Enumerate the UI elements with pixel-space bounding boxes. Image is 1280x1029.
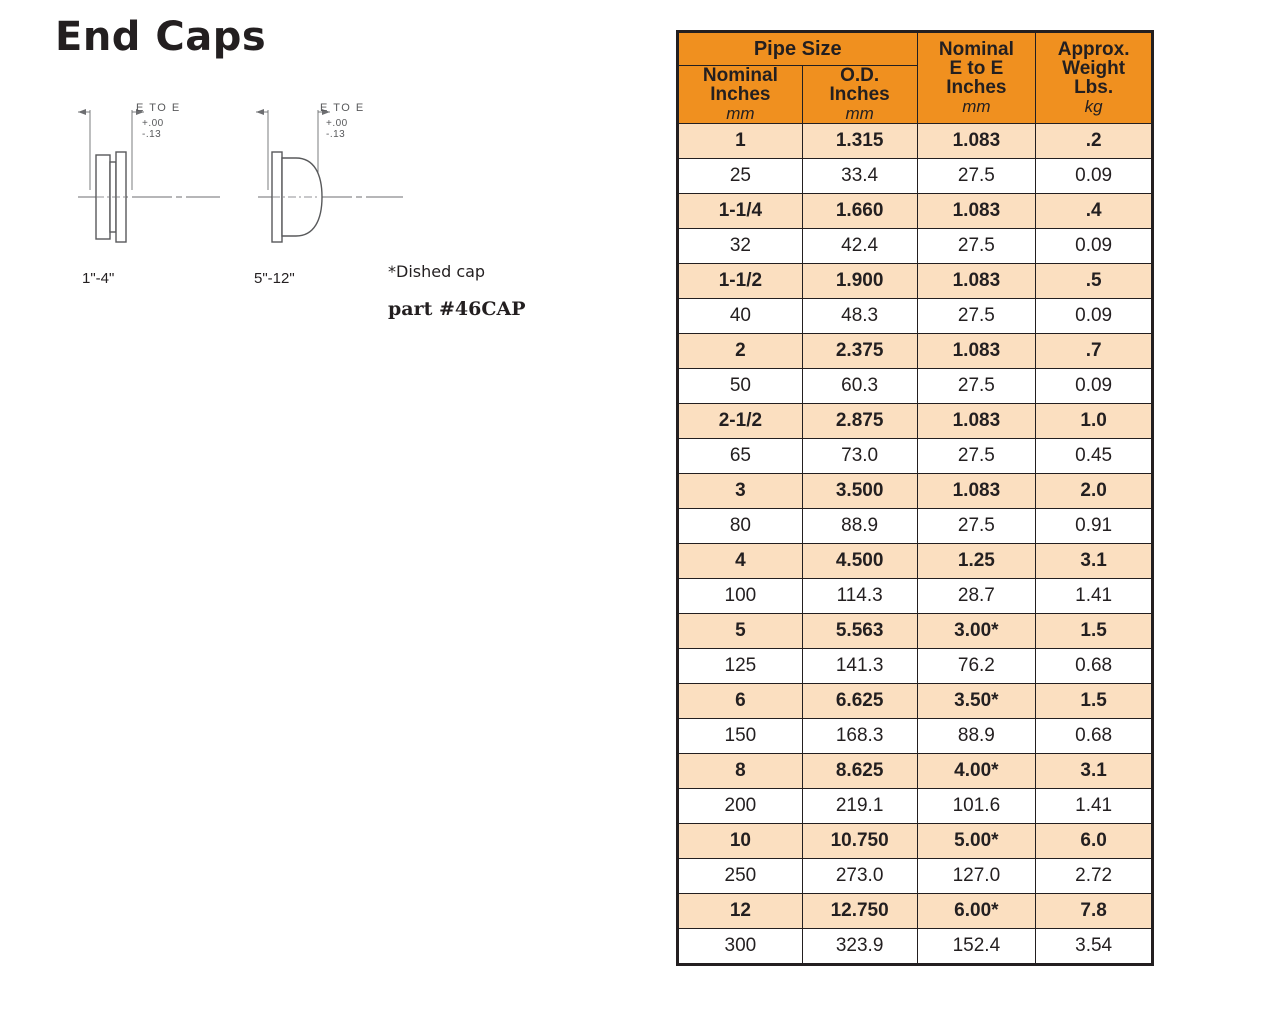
table-row	[678, 264, 1153, 299]
tolerance-upper: +.00	[326, 118, 348, 129]
table-row	[678, 614, 1153, 649]
header-line-3: Inches	[946, 77, 1007, 98]
table-cell: 114.3	[802, 579, 917, 614]
tolerance-lower: -.13	[326, 129, 346, 140]
table-row	[678, 474, 1153, 509]
table-cell: 2.0	[1036, 474, 1153, 509]
table-cell: 6	[678, 684, 803, 719]
table-body	[678, 124, 1153, 965]
table-head	[678, 32, 1153, 124]
header-units-mm: mm	[845, 104, 874, 123]
table-cell: 1.083	[917, 194, 1036, 229]
table-cell: 0.09	[1036, 369, 1153, 404]
table-cell: 0.45	[1036, 439, 1153, 474]
table-cell: 12.750	[802, 894, 917, 929]
header-line-2: Inches	[710, 84, 771, 105]
table-cell: 42.4	[802, 229, 917, 264]
table-cell: 50	[678, 369, 803, 404]
table-cell: 2	[678, 334, 803, 369]
table-cell: 27.5	[917, 229, 1036, 264]
drawing-caption-small: 1"-4"	[82, 270, 115, 287]
table-cell: .7	[1036, 334, 1153, 369]
table-cell: .4	[1036, 194, 1153, 229]
table-cell: 25	[678, 159, 803, 194]
table-cell: 80	[678, 509, 803, 544]
table-cell: 7.8	[1036, 894, 1153, 929]
table-row	[678, 859, 1153, 894]
table-cell: 5	[678, 614, 803, 649]
pipe-size-table	[676, 30, 1154, 966]
table-cell: 88.9	[917, 719, 1036, 754]
header-approx-weight	[1036, 32, 1153, 124]
table-cell: 2.72	[1036, 859, 1153, 894]
table-row	[678, 229, 1153, 264]
table-cell: 1.900	[802, 264, 917, 299]
table-cell: .2	[1036, 124, 1153, 159]
table-cell: 200	[678, 789, 803, 824]
table-cell: 8	[678, 754, 803, 789]
table-cell: 0.09	[1036, 159, 1153, 194]
table-cell: 1	[678, 124, 803, 159]
page-title: End Caps	[55, 14, 267, 60]
table-cell: 0.68	[1036, 649, 1153, 684]
table-cell: 273.0	[802, 859, 917, 894]
table-cell: 219.1	[802, 789, 917, 824]
drawing-end-cap-small	[60, 90, 250, 300]
table-cell: 3.50*	[917, 684, 1036, 719]
table-cell: 1.083	[917, 474, 1036, 509]
table-row	[678, 194, 1153, 229]
table-cell: 10.750	[802, 824, 917, 859]
header-line-1: Nominal	[702, 65, 778, 86]
header-line-2: Inches	[829, 84, 890, 105]
table-cell: 4.00*	[917, 754, 1036, 789]
table-cell: 1.0	[1036, 404, 1153, 439]
table-cell: 152.4	[917, 929, 1036, 965]
table-cell: 1-1/2	[678, 264, 803, 299]
table-row	[678, 299, 1153, 334]
drawing-caption-large: 5"-12"	[254, 270, 295, 287]
table-row	[678, 579, 1153, 614]
table-cell: 8.625	[802, 754, 917, 789]
table-cell: 6.625	[802, 684, 917, 719]
table-cell: 88.9	[802, 509, 917, 544]
table-cell: .5	[1036, 264, 1153, 299]
table-cell: 1.315	[802, 124, 917, 159]
table-cell: 100	[678, 579, 803, 614]
table-cell: 1.083	[917, 124, 1036, 159]
header-line-1: Nominal	[938, 39, 1014, 60]
table-row	[678, 334, 1153, 369]
table-cell: 33.4	[802, 159, 917, 194]
table-cell: 250	[678, 859, 803, 894]
table-cell: 27.5	[917, 159, 1036, 194]
tolerance-upper: +.00	[142, 118, 164, 129]
spec-table-container	[676, 30, 1154, 966]
table-cell: 3.00*	[917, 614, 1036, 649]
header-pipe-size: Pipe Size	[678, 32, 918, 66]
table-cell: 3.1	[1036, 544, 1153, 579]
table-cell: 40	[678, 299, 803, 334]
table-group-header-row	[678, 32, 1153, 66]
table-cell: 3.500	[802, 474, 917, 509]
table-cell: 323.9	[802, 929, 917, 965]
table-cell: 141.3	[802, 649, 917, 684]
table-row	[678, 649, 1153, 684]
dished-cap-note: *Dished cap	[388, 262, 486, 281]
table-cell: 32	[678, 229, 803, 264]
table-cell: 2.375	[802, 334, 917, 369]
table-cell: 2-1/2	[678, 404, 803, 439]
table-cell: 65	[678, 439, 803, 474]
table-row	[678, 929, 1153, 965]
table-cell: 125	[678, 649, 803, 684]
table-cell: 0.68	[1036, 719, 1153, 754]
table-cell: 1.5	[1036, 614, 1153, 649]
table-cell: 27.5	[917, 439, 1036, 474]
table-cell: 4.500	[802, 544, 917, 579]
table-row	[678, 404, 1153, 439]
header-units-mm: mm	[962, 97, 991, 116]
table-cell: 5.00*	[917, 824, 1036, 859]
header-nominal-inches	[678, 66, 803, 124]
table-cell: 1.41	[1036, 789, 1153, 824]
table-row	[678, 509, 1153, 544]
table-row	[678, 719, 1153, 754]
table-cell: 76.2	[917, 649, 1036, 684]
header-line-3: Lbs.	[1074, 77, 1114, 98]
header-units-kg: kg	[1084, 97, 1103, 116]
table-cell: 28.7	[917, 579, 1036, 614]
table-cell: 3.1	[1036, 754, 1153, 789]
table-row	[678, 894, 1153, 929]
part-number-note: part #46CAP	[388, 298, 526, 320]
table-cell: 127.0	[917, 859, 1036, 894]
table-row	[678, 159, 1153, 194]
table-cell: 73.0	[802, 439, 917, 474]
header-line-1: O.D.	[840, 65, 880, 86]
table-cell: 1.083	[917, 334, 1036, 369]
table-row	[678, 369, 1153, 404]
table-cell: 27.5	[917, 509, 1036, 544]
header-od-inches	[802, 66, 917, 124]
header-line-2: E to E	[949, 58, 1004, 79]
table-cell: 1.5	[1036, 684, 1153, 719]
table-cell: 3	[678, 474, 803, 509]
table-cell: 6.0	[1036, 824, 1153, 859]
table-row	[678, 124, 1153, 159]
table-cell: 12	[678, 894, 803, 929]
table-row	[678, 544, 1153, 579]
header-units-mm: mm	[726, 104, 755, 123]
table-cell: 5.563	[802, 614, 917, 649]
table-row	[678, 439, 1153, 474]
table-cell: 3.54	[1036, 929, 1153, 965]
table-cell: 1.25	[917, 544, 1036, 579]
table-cell: 0.09	[1036, 299, 1153, 334]
table-cell: 27.5	[917, 369, 1036, 404]
dimension-label-e-to-e: E TO E	[136, 102, 181, 114]
table-cell: 1.083	[917, 264, 1036, 299]
table-cell: 6.00*	[917, 894, 1036, 929]
table-cell: 0.91	[1036, 509, 1153, 544]
header-line-1: Approx.	[1057, 39, 1130, 60]
table-cell: 150	[678, 719, 803, 754]
dimension-label-e-to-e: E TO E	[320, 102, 365, 114]
table-cell: 0.09	[1036, 229, 1153, 264]
table-cell: 101.6	[917, 789, 1036, 824]
table-cell: 168.3	[802, 719, 917, 754]
table-cell: 2.875	[802, 404, 917, 439]
table-cell: 10	[678, 824, 803, 859]
table-cell: 1.660	[802, 194, 917, 229]
header-nominal-e-to-e	[917, 32, 1036, 124]
table-cell: 1.083	[917, 404, 1036, 439]
table-row	[678, 824, 1153, 859]
table-row	[678, 684, 1153, 719]
table-row	[678, 754, 1153, 789]
table-cell: 1-1/4	[678, 194, 803, 229]
table-cell: 300	[678, 929, 803, 965]
table-cell: 27.5	[917, 299, 1036, 334]
table-cell: 48.3	[802, 299, 917, 334]
table-cell: 1.41	[1036, 579, 1153, 614]
table-cell: 60.3	[802, 369, 917, 404]
table-row	[678, 789, 1153, 824]
tolerance-lower: -.13	[142, 129, 162, 140]
header-line-2: Weight	[1062, 58, 1126, 79]
table-cell: 4	[678, 544, 803, 579]
